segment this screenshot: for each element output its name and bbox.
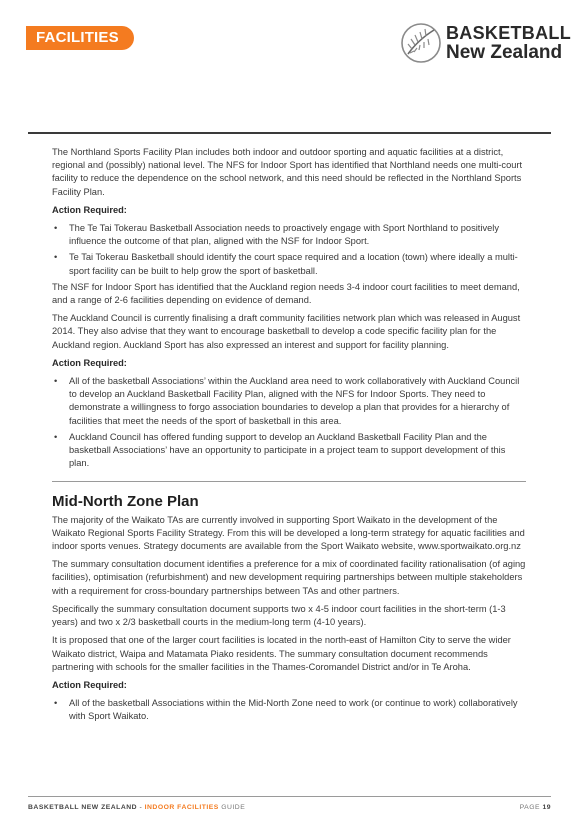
bullet-dot: •	[54, 698, 58, 709]
header-divider	[28, 132, 551, 134]
bullet-list-mid-north	[52, 697, 526, 723]
bullet-dot: •	[54, 431, 58, 442]
list-item: • Auckland Council has offered funding support to develop an Auckland Basketball Facility Plan and the basketball Associations’ have an opportunity to participate in a project team to support development of this plan.	[54, 431, 506, 469]
footer-divider	[28, 796, 551, 797]
footer-guide-name: INDOOR FACILITIES	[144, 804, 219, 811]
section-divider	[52, 481, 526, 482]
list-item: • All of the basketball Associations’ within the Auckland area need to work collaboratively with Auckland Council to develop an Auckland Basketball Facility Plan, aligned with the NFS for Indoor Sports. They need to demonstrate a willingness to forgo association boundaries to develop a plan that provides for a hierarchy of facilities that meet the needs of the sport of basketball in this area.	[54, 376, 520, 426]
logo-text-new-zealand: New Zealand	[446, 42, 563, 63]
list-item: • Te Tai Tokerau Basketball should identify the court space required and a location (town) where ideally a multi-sport facility can be built to help grow the sport of basketball.	[54, 252, 518, 276]
paragraph-northland: The Northland Sports Facility Plan includes both indoor and outdoor sporting and aquatic facilities at a district, regional and (possibly) national level. The NFS for Indoor Sport has identified that Northland needs one multi-court facility to reduce the dependence on the school network, and this need should be reflected in the Northland Sports Facility Plan.	[52, 147, 523, 197]
page-number	[520, 804, 551, 811]
action-required-heading: Action Required:	[52, 679, 127, 690]
footer-org: BASKETBALL NEW ZEALAND	[28, 804, 138, 811]
paragraph-waikato: The majority of the Waikato TAs are currently involved in supporting Sport Waikato in the development of the Waikato Regional Sports Facility Strategy. From this will be developed a long-term strategy for aquatic facilities and indoor sports venues. Strategy documents are available from the Sport Waikato website, www.sportwaikato.org.nz	[52, 514, 525, 552]
brand-logo	[400, 22, 571, 66]
bullet-dot: •	[54, 376, 58, 387]
page-label: PAGE	[519, 804, 541, 811]
page-content	[52, 146, 526, 727]
action-required-heading: Action Required:	[52, 357, 127, 368]
paragraph-hamilton: It is proposed that one of the larger court facilities is located in the north-east of Hamilton City to serve the wider Waikato district, Waipa and Matamata Piako residents. The summary consultation document recommends partnering with schools for the smaller facilities in the Thames-Coromandel District and/or in Te Aroha.	[52, 635, 511, 672]
footer-guide-word: GUIDE	[221, 804, 246, 811]
action-required-heading: Action Required:	[52, 204, 127, 215]
footer-separator: -	[139, 804, 143, 811]
paragraph-auckland-needs: The NSF for Indoor Sport has identified that the Auckland region needs 3-4 indoor court facilities to meet demand, and a range of 2-6 facilities depending on evidence of demand.	[52, 281, 520, 306]
bullet-list-northland	[52, 222, 526, 278]
paragraph-summary-consultation: The summary consultation document identifies a preference for a mix of coordinated facility rationalisation (of aging facilities), optimisation (refurbishment) and new development requiring partnerships between multiple stakeholders with a requirement for cross-boundary partnerships between TAs and other partners.	[52, 559, 526, 596]
bullet-dot: •	[54, 223, 58, 234]
paragraph-auckland-council: The Auckland Council is currently finalising a draft community facilities network plan which was released in August 2014. They also advise that they want to encourage basketball to develop a code specific facility plan for the Auckland region. Auckland Sport has also expressed an interest and support for facility planning.	[52, 313, 521, 350]
paragraph-court-facilities: Specifically the summary consultation document supports two x 4-5 indoor court facilities in the short-term (1-3 years) and two x 2/3 basketball courts in the medium-long term (4-10 years).	[52, 603, 506, 628]
list-item: • All of the basketball Associations within the Mid-North Zone need to work (or continue to work) collaboratively with Sport Waikato.	[54, 698, 518, 722]
section-tab-label: FACILITIES	[36, 29, 119, 46]
footer-guide-title	[28, 804, 245, 811]
logo-text-basketball: BASKETBALL	[446, 23, 571, 43]
bullet-list-auckland	[52, 375, 526, 470]
bullet-dot: •	[54, 252, 58, 263]
fern-basketball-icon	[400, 22, 442, 64]
page-number-value: 19	[542, 804, 551, 811]
list-item: • The Te Tai Tokerau Basketball Association needs to proactively engage with Sport Northland to positively influence the outcome of that plan, aligned with the NSF for Indoor Sport.	[54, 223, 499, 247]
section-tab	[26, 26, 134, 50]
section-heading: Mid-North Zone Plan	[52, 493, 199, 511]
